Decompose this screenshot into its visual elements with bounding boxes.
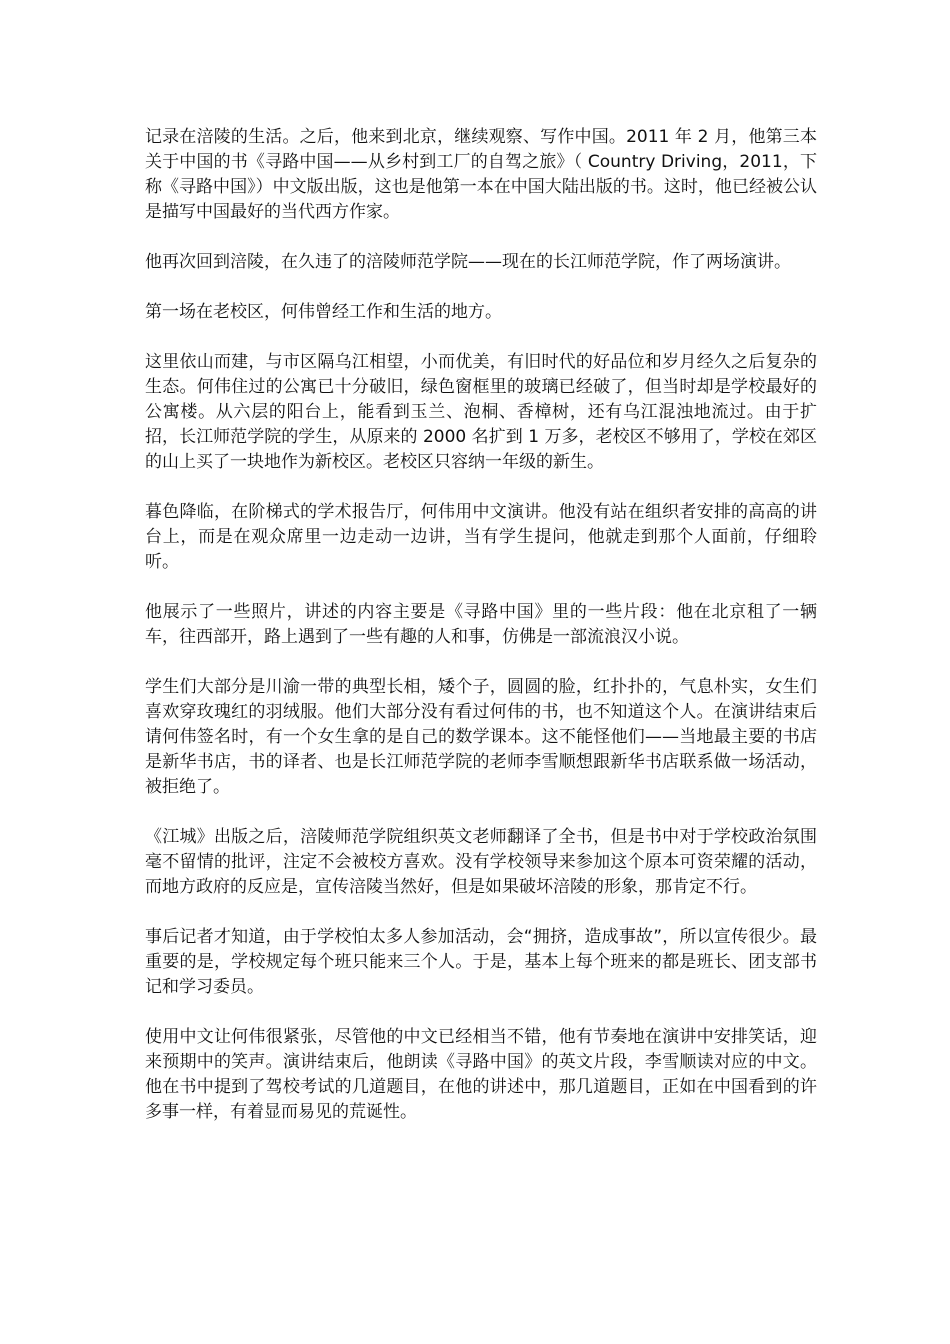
- paragraph-10: 使用中文让何伟很紧张，尽管他的中文已经相当不错，他有节奏地在演讲中安排笑话，迎来预期中的笑声。演讲结束后，他朗读《寻路中国》的英文片段，李雪顺读对应的中文。他在书中提到了驾校考试的几道题目，在他的讲述中，那几道题目，正如在中国看到的许多事一样，有着显而易见的荒诞性。: [145, 1027, 817, 1122]
- paragraph-1: 记录在涪陵的生活。之后，他来到北京，继续观察、写作中国。2011 年 2 月，他第三本关于中国的书《寻路中国——从乡村到工厂的自驾之旅》（ Country Driving，2011，下称《寻路中国》）中文版出版，这也是他第一本在中国大陆出版的书。这时，他已经被公认是描写中国最好的当代西方作家。: [145, 127, 817, 222]
- paragraph-8: 《江城》出版之后，涪陵师范学院组织英文老师翻译了全书，但是书中对于学校政治氛围毫不留情的批评，注定不会被校方喜欢。没有学校领导来参加这个原本可资荣耀的活动，而地方政府的反应是，宣传涪陵当然好，但是如果破坏涪陵的形象，那肯定不行。: [145, 827, 817, 897]
- paragraph-5: 暮色降临，在阶梯式的学术报告厅，何伟用中文演讲。他没有站在组织者安排的高高的讲台上，而是在观众席里一边走动一边讲，当有学生提问，他就走到那个人面前，仔细聆听。: [145, 502, 817, 572]
- paragraph-9: 事后记者才知道，由于学校怕太多人参加活动，会“拥挤，造成事故”，所以宣传很少。最重要的是，学校规定每个班只能来三个人。于是，基本上每个班来的都是班长、团支部书记和学习委员。: [145, 927, 817, 997]
- document-body: [145, 125, 817, 1125]
- paragraph-3: 第一场在老校区，何伟曾经工作和生活的地方。: [145, 302, 502, 322]
- paragraph-7: 学生们大部分是川渝一带的典型长相，矮个子，圆圆的脸，红扑扑的，气息朴实，女生们喜欢穿玫瑰红的羽绒服。他们大部分没有看过何伟的书，也不知道这个人。在演讲结束后请何伟签名时，有一个女生拿的是自己的数学课本。这不能怪他们——当地最主要的书店是新华书店，书的译者、也是长江师范学院的老师李雪顺想跟新华书店联系做一场活动，被拒绝了。: [145, 677, 817, 797]
- paragraph-4: 这里依山而建，与市区隔乌江相望，小而优美，有旧时代的好品位和岁月经久之后复杂的生态。何伟住过的公寓已十分破旧，绿色窗框里的玻璃已经破了，但当时却是学校最好的公寓楼。从六层的阳台上，能看到玉兰、泡桐、香樟树，还有乌江混浊地流过。由于扩招，长江师范学院的学生，从原来的 2000 名扩到 1 万多，老校区不够用了，学校在郊区的山上买了一块地作为新校区。老校区只容纳一年级的新生。: [145, 352, 817, 472]
- paragraph-2: 他再次回到涪陵，在久违了的涪陵师范学院——现在的长江师范学院，作了两场演讲。: [145, 252, 791, 272]
- paragraph-6: 他展示了一些照片，讲述的内容主要是《寻路中国》里的一些片段：他在北京租了一辆车，往西部开，路上遇到了一些有趣的人和事，仿佛是一部流浪汉小说。: [145, 602, 817, 647]
